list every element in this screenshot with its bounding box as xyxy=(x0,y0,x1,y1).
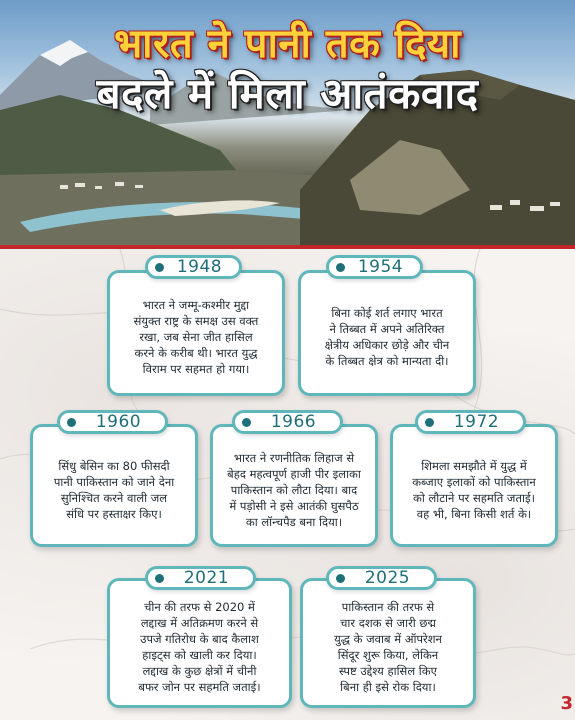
timeline-card-1948 xyxy=(107,270,285,396)
timeline-text: पाकिस्तान की तरफ से चार दशक से जारी छद्म युद्ध के जवाब में ऑपरेशन सिंदूर शुरू किया, लेकिन स्पष्ट उद्देश्य हासिल किए बिना ही इसे रोक दिया। xyxy=(334,600,442,694)
timeline-text: सिंधु बेसिन का 80 फीसदी पानी पाकिस्तान को जाने देना सुनिश्चित करने वाली जल संधि पर हस्ताक्षर किए। xyxy=(53,458,175,521)
timeline-text: भारत ने जम्मू-कश्मीर मुद्दा संयुक्त राष्ट्र के समक्ष उस वक्त रखा, जब सेना जीत हासिल करने के करीब थी। भारत युद्ध विराम पर सहमत हो गया। xyxy=(133,298,259,376)
timeline-text: शिमला समझौते में युद्ध में कब्जाए इलाकों को पाकिस्तान को लौटाने पर सहमति जताई। वह भी, बिना किसी शर्त के। xyxy=(412,458,536,521)
year-label: 1972 xyxy=(453,412,500,432)
page-number: 3 xyxy=(560,693,573,714)
timeline-card-2025 xyxy=(300,578,476,708)
year-label: 1948 xyxy=(176,257,223,277)
bullet-icon xyxy=(336,574,345,583)
year-label: 1954 xyxy=(357,257,404,277)
header-photo xyxy=(0,0,575,245)
year-label: 1960 xyxy=(95,412,142,432)
timeline-card-1954 xyxy=(298,270,476,396)
timeline-card-1972 xyxy=(390,424,558,547)
year-label: 2025 xyxy=(364,568,411,588)
bullet-icon xyxy=(67,418,76,427)
year-badge-2021 xyxy=(145,566,256,590)
year-label: 1966 xyxy=(270,412,317,432)
year-badge-1960 xyxy=(57,410,168,434)
bullet-icon xyxy=(242,418,251,427)
timeline-text: भारत ने रणनीतिक लिहाज से बेहद महत्वपूर्ण हाजी पीर इलाका पाकिस्तान को लौटा दिया। बाद में पड़ोसी ने इसे आतंकी घुसपैठ का लॉन्चपैड बना दिया। xyxy=(227,450,361,529)
year-badge-1954 xyxy=(326,255,423,279)
timeline-text: बिना कोई शर्त लगाए भारत ने तिब्बत में अपने अतिरिक्त क्षेत्रीय अधिकार छोड़े और चीन के तिब्बत क्षेत्र को मान्यता दी। xyxy=(324,306,450,368)
year-badge-1966 xyxy=(232,410,343,434)
timeline-text: चीन की तरफ से 2020 में लद्दाख में अतिक्रमण करने से उपजे गतिरोध के बाद कैलाश हाइट्स को खाली कर दिया। लद्दाख के कुछ क्षेत्रों में चीनी बफर जोन पर सहमति जताई। xyxy=(138,600,261,694)
headline-line-1: भारत ने पानी तक दिया xyxy=(114,21,461,67)
timeline-card-2021 xyxy=(107,578,292,708)
headline-line-2: बदले में मिला आतंकवाद xyxy=(96,69,479,118)
bullet-icon xyxy=(155,263,164,272)
timeline-card-1960 xyxy=(30,424,198,547)
bullet-icon xyxy=(425,418,434,427)
year-badge-1972 xyxy=(415,410,526,434)
year-badge-1948 xyxy=(145,255,242,279)
bullet-icon xyxy=(336,263,345,272)
bullet-icon xyxy=(155,574,164,583)
timeline-card-1966 xyxy=(210,424,378,547)
year-label: 2021 xyxy=(183,568,230,588)
year-badge-2025 xyxy=(326,566,437,590)
